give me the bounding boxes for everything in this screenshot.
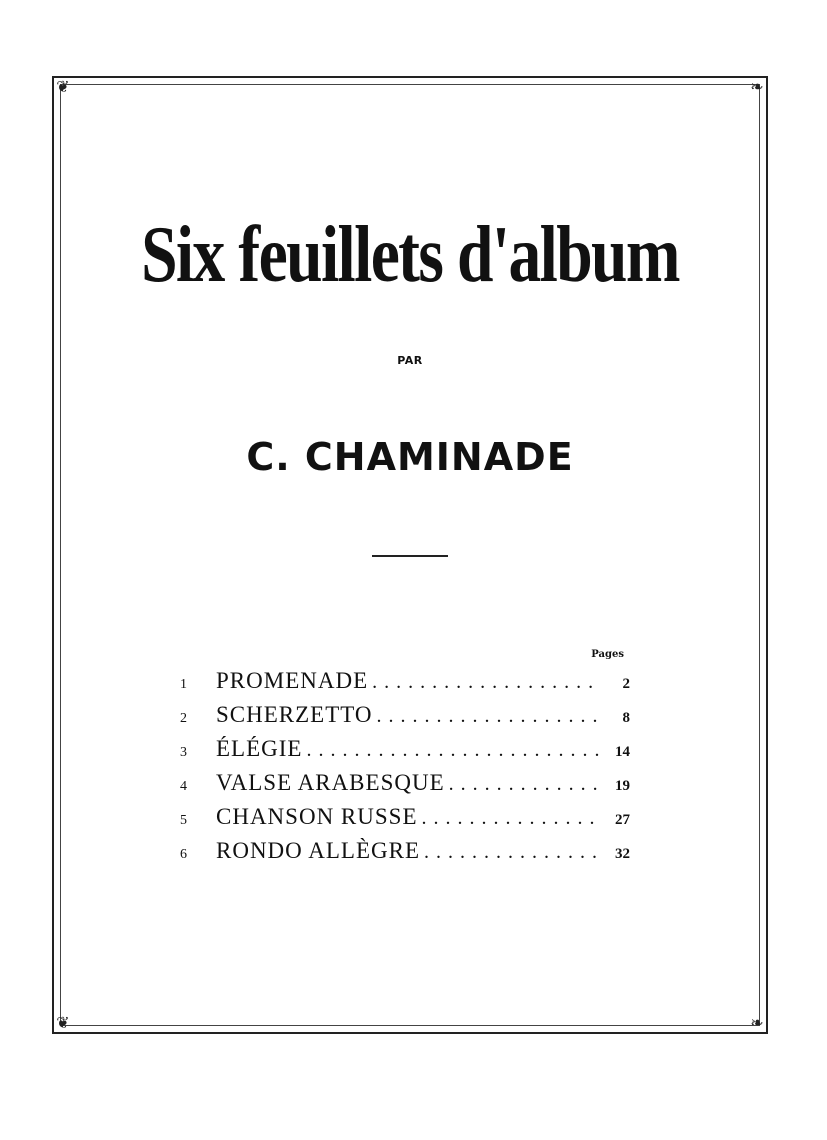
toc-page-number: 27 [615,812,630,828]
toc-number: 4 [180,779,187,794]
toc-leader-dots [372,671,600,694]
toc-entry [180,702,630,736]
toc-entry [180,736,630,770]
toc-page-number: 2 [622,676,630,692]
by-label: PAR [397,354,423,367]
pages-column-header: Pages [591,649,624,660]
toc-number: 5 [180,813,187,828]
toc-number: 6 [180,847,187,862]
toc-leader-dots [377,705,600,728]
scroll-corner-icon: ❦ [56,1013,70,1032]
toc-page-number: 8 [622,710,630,726]
toc-leader-dots [422,807,600,830]
page-title: Six feuillets d'album [141,211,679,299]
toc-entry [180,838,630,872]
toc-number: 2 [180,711,187,726]
toc-number: 3 [180,745,187,760]
toc-leader-dots [306,739,600,762]
toc-entry [180,770,630,804]
divider [372,555,448,557]
toc-title: VALSE ARABESQUE [216,770,445,795]
scroll-corner-icon: ❦ [56,77,70,96]
toc-title: PROMENADE [216,668,369,693]
toc-page-number: 32 [615,846,630,862]
toc-leader-dots [424,841,600,864]
toc-title: SCHERZETTO [216,702,373,727]
toc-page-number: 14 [615,744,630,760]
toc-number: 1 [180,677,187,692]
toc-title: CHANSON RUSSE [216,804,418,829]
toc-entry [180,668,630,702]
scroll-corner-icon: ❧ [750,77,764,96]
toc-leader-dots [449,773,600,796]
composer-name: C. CHAMINADE [246,435,574,479]
table-of-contents [180,668,630,872]
toc-title: ÉLÉGIE [216,736,303,761]
toc-page-number: 19 [615,778,630,794]
scroll-corner-icon: ❧ [750,1013,764,1032]
toc-title: RONDO ALLÈGRE [216,838,421,863]
toc-entry [180,804,630,838]
